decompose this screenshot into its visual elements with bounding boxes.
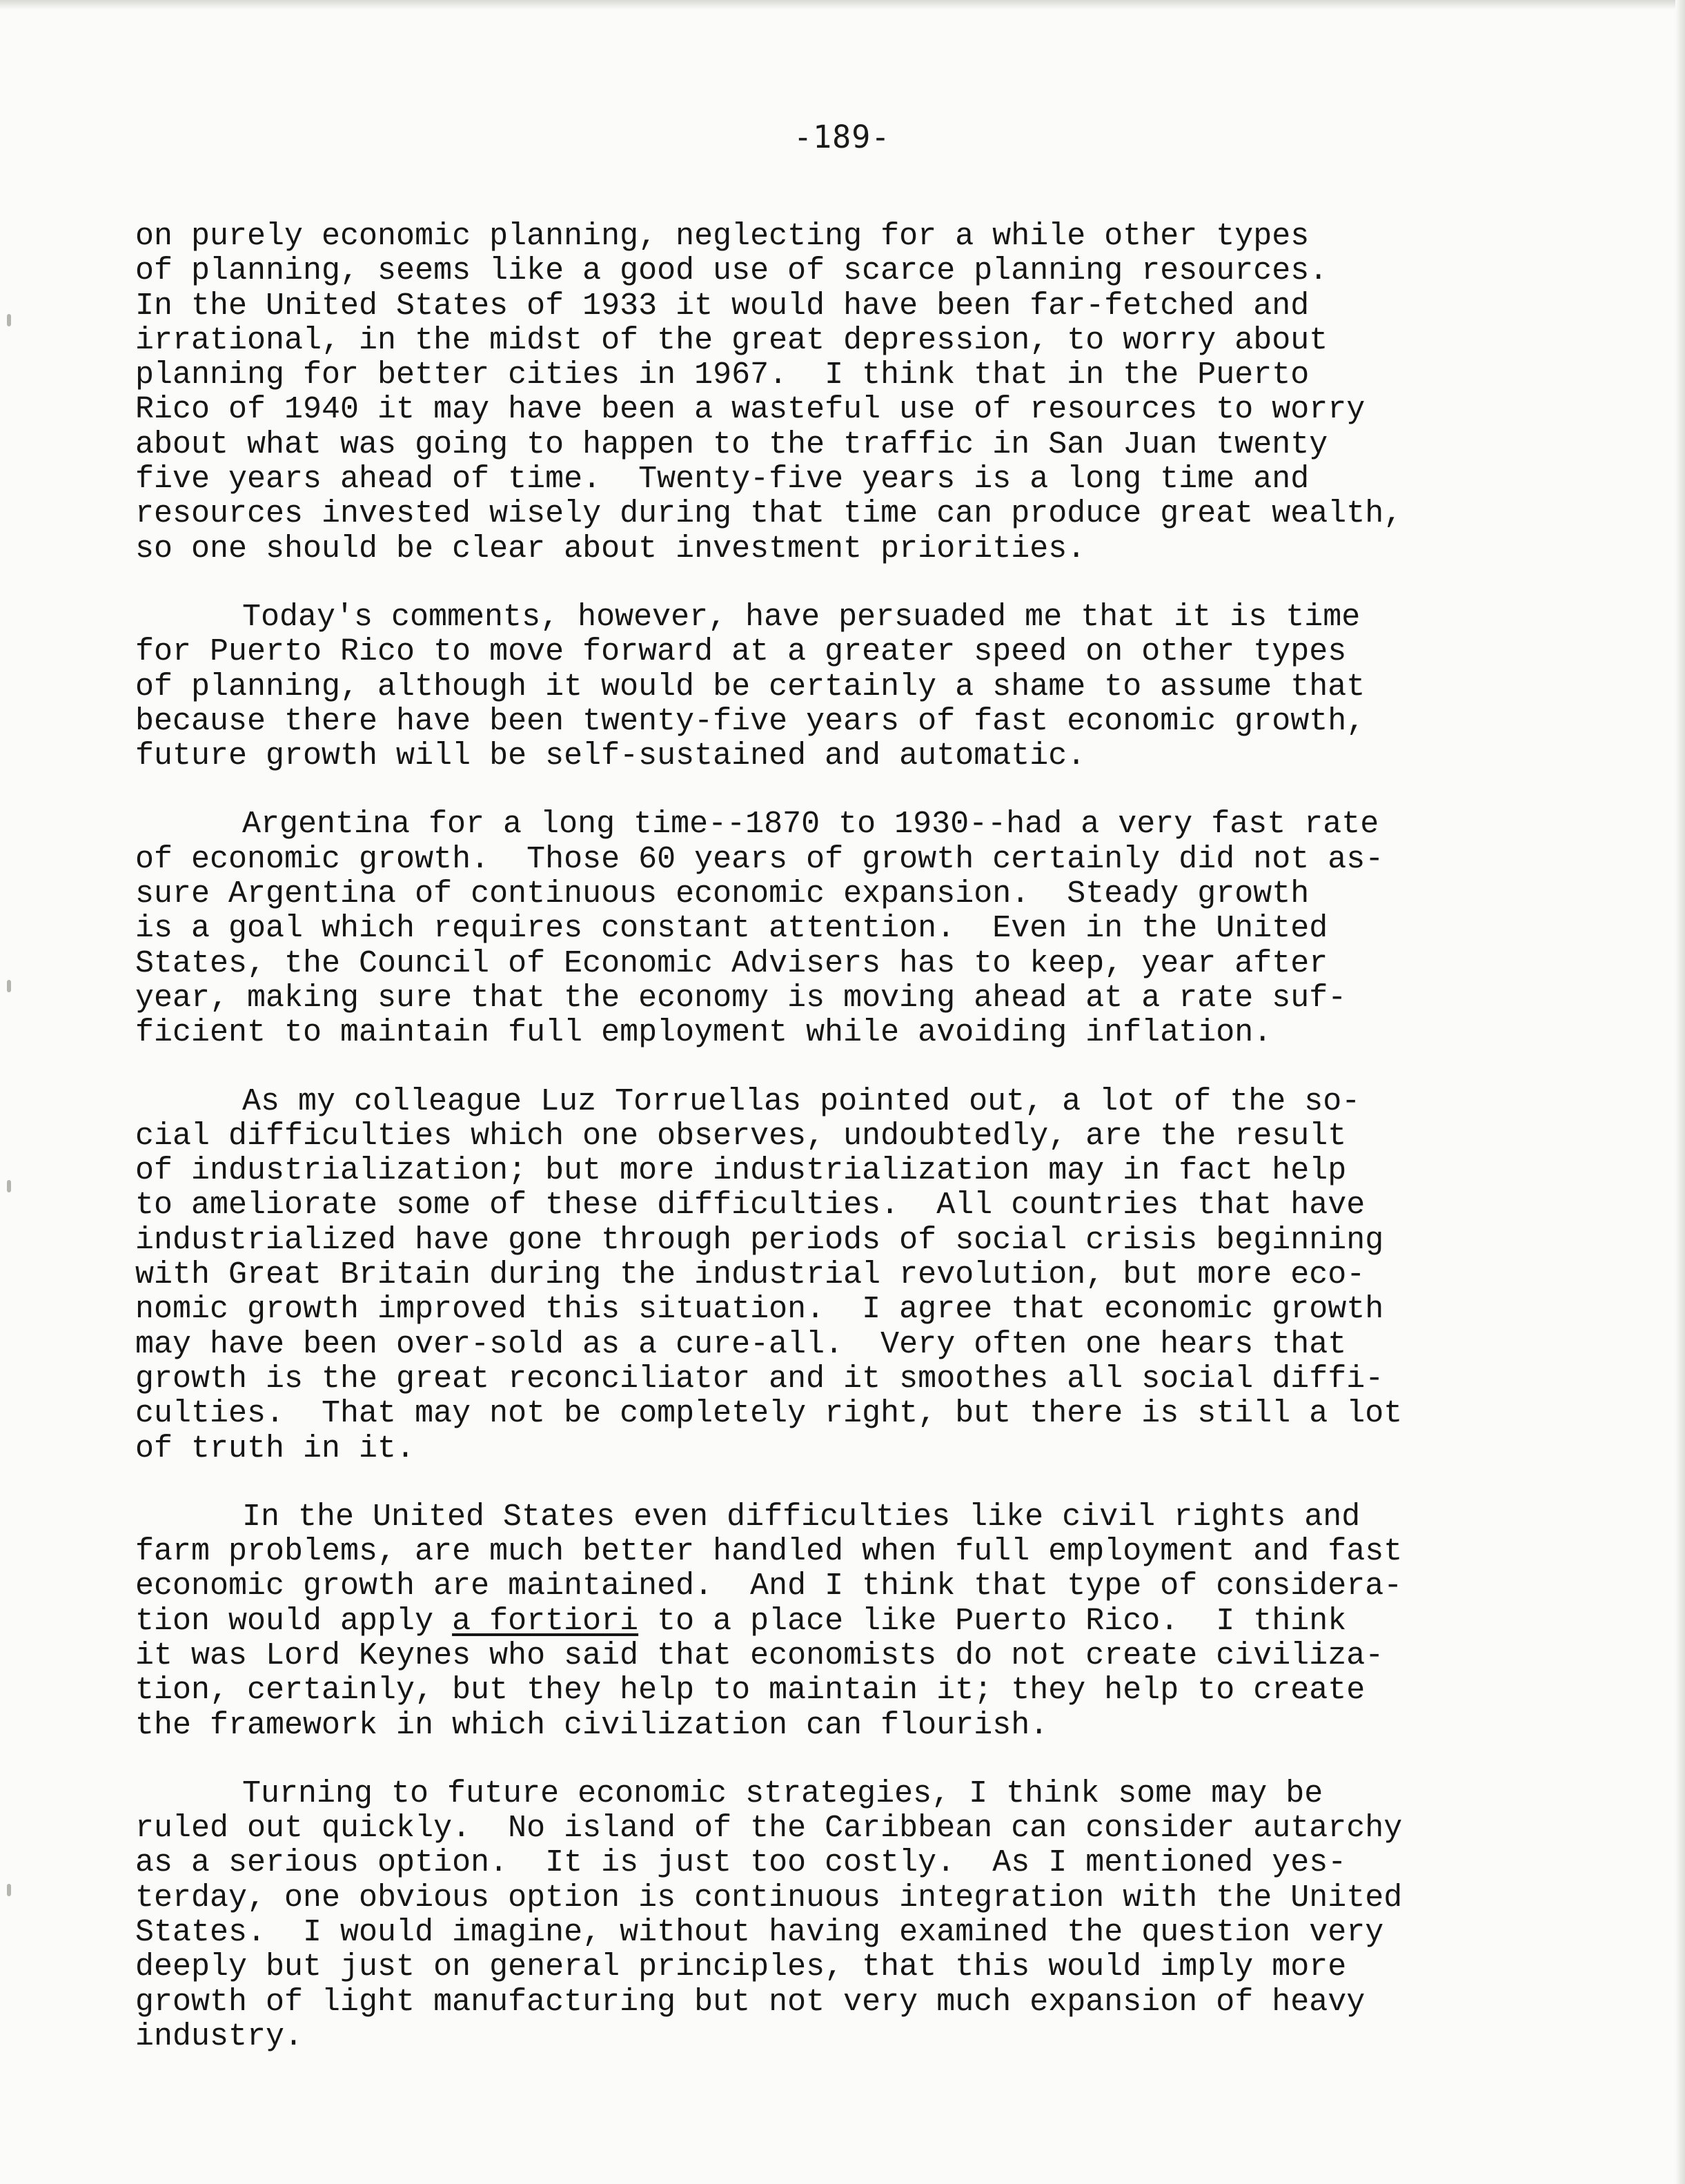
text-line: to ameliorate some of these difficulties. All countries that have: [135, 1188, 1366, 1223]
text-line: growth of light manufacturing but not very much expansion of heavy: [135, 1984, 1366, 2020]
text-line: terday, one obvious option is continuous integration with the United: [135, 1880, 1403, 1916]
text-segment: tion would apply: [135, 1603, 453, 1639]
page-right-edge: [1675, 0, 1685, 2184]
text-line: of truth in it.: [135, 1430, 415, 1466]
paragraph-1: [135, 219, 1557, 567]
text-line: of planning, seems like a good use of scarce planning resources.: [135, 253, 1328, 289]
text-line: economic growth are maintained. And I think that type of considera-: [135, 1568, 1403, 1604]
text-line: of economic growth. Those 60 years of growth certainly did not as-: [135, 841, 1384, 877]
text-line: Turning to future economic strategies, I think some may be: [242, 1775, 1323, 1811]
text-line: industry.: [135, 2018, 304, 2054]
text-line: year, making sure that the economy is moving ahead at a rate suf-: [135, 980, 1347, 1016]
text-line: States. I would imagine, without having examined the question very: [135, 1915, 1384, 1951]
paragraph-3: [135, 807, 1557, 1050]
text-line: with Great Britain during the industrial revolution, but more eco-: [135, 1257, 1366, 1293]
text-line: In the United States even difficulties like civil rights and: [242, 1499, 1361, 1535]
text-line: sure Argentina of continuous economic expansion. Steady growth: [135, 876, 1310, 912]
text-line: as a serious option. It is just too costly. As I mentioned yes-: [135, 1845, 1347, 1881]
text-line: ficient to maintain full employment while avoiding inflation.: [135, 1015, 1272, 1051]
text-line: planning for better cities in 1967. I think that in the Puerto: [135, 357, 1310, 393]
text-line: industrialized have gone through periods of social crisis beginning: [135, 1222, 1384, 1258]
text-segment: to a place like Puerto Rico. I think: [638, 1603, 1347, 1639]
margin-mark: [7, 1180, 11, 1192]
text-line: about what was going to happen to the traffic in San Juan twenty: [135, 426, 1328, 462]
page-number: -189-: [794, 119, 891, 155]
text-line: tion, certainly, but they help to maintain it; they help to create: [135, 1673, 1366, 1709]
text-line: irrational, in the midst of the great depression, to worry about: [135, 322, 1328, 358]
text-line: of planning, although it would be certainly a shame to assume that: [135, 669, 1366, 705]
text-line: the framework in which civilization can flourish.: [135, 1707, 1049, 1743]
text-line: because there have been twenty-five years of fast economic growth,: [135, 703, 1366, 739]
body-text: [135, 219, 1557, 2088]
text-line: resources invested wisely during that time can produce great wealth,: [135, 496, 1403, 532]
margin-mark: [7, 1884, 11, 1896]
text-line: States, the Council of Economic Advisers has to keep, year after: [135, 945, 1328, 981]
text-line: future growth will be self-sustained and automatic.: [135, 738, 1086, 774]
text-line: for Puerto Rico to move forward at a greater speed on other types: [135, 634, 1347, 670]
text-line: deeply but just on general principles, that this would imply more: [135, 1949, 1347, 1985]
underlined-phrase: a fortiori: [452, 1603, 639, 1639]
margin-mark: [7, 980, 11, 992]
text-line: it was Lord Keynes who said that economists do not create civiliza-: [135, 1637, 1384, 1673]
text-line: so one should be clear about investment priorities.: [135, 531, 1086, 567]
text-line: nomic growth improved this situation. I agree that economic growth: [135, 1292, 1384, 1328]
text-line: In the United States of 1933 it would have been far-fetched and: [135, 288, 1310, 324]
margin-mark: [7, 314, 11, 326]
text-line: may have been over-sold as a cure-all. Very often one hears that: [135, 1326, 1347, 1362]
text-line: Today's comments, however, have persuaded me that it is time: [242, 599, 1361, 635]
text-line: ruled out quickly. No island of the Caribbean can consider autarchy: [135, 1811, 1403, 1847]
paragraph-6: [135, 1777, 1557, 2054]
text-line: cial difficulties which one observes, undoubtedly, are the result: [135, 1118, 1347, 1154]
text-line: farm problems, are much better handled when full employment and fast: [135, 1534, 1403, 1570]
text-line: five years ahead of time. Twenty-five years is a long time and: [135, 462, 1310, 498]
text-line: As my colleague Luz Torruellas pointed out, a lot of the so-: [242, 1083, 1361, 1119]
text-line: on purely economic planning, neglecting for a while other types: [135, 219, 1310, 254]
paragraph-5: [135, 1500, 1557, 1743]
text-line: growth is the great reconciliator and it smoothes all social diffi-: [135, 1361, 1384, 1397]
paragraph-4: [135, 1085, 1557, 1466]
text-line: is a goal which requires constant attention. Even in the United: [135, 911, 1328, 947]
text-line: Argentina for a long time--1870 to 1930--had a very fast rate: [242, 807, 1379, 843]
paragraph-2: [135, 600, 1557, 774]
page-top-edge: [0, 0, 1685, 10]
text-line: culties. That may not be completely right, but there is still a lot: [135, 1396, 1403, 1432]
text-line: Rico of 1940 it may have been a wasteful use of resources to worry: [135, 392, 1366, 428]
text-line: [135, 1604, 1557, 1639]
text-line: of industrialization; but more industrialization may in fact help: [135, 1153, 1347, 1189]
